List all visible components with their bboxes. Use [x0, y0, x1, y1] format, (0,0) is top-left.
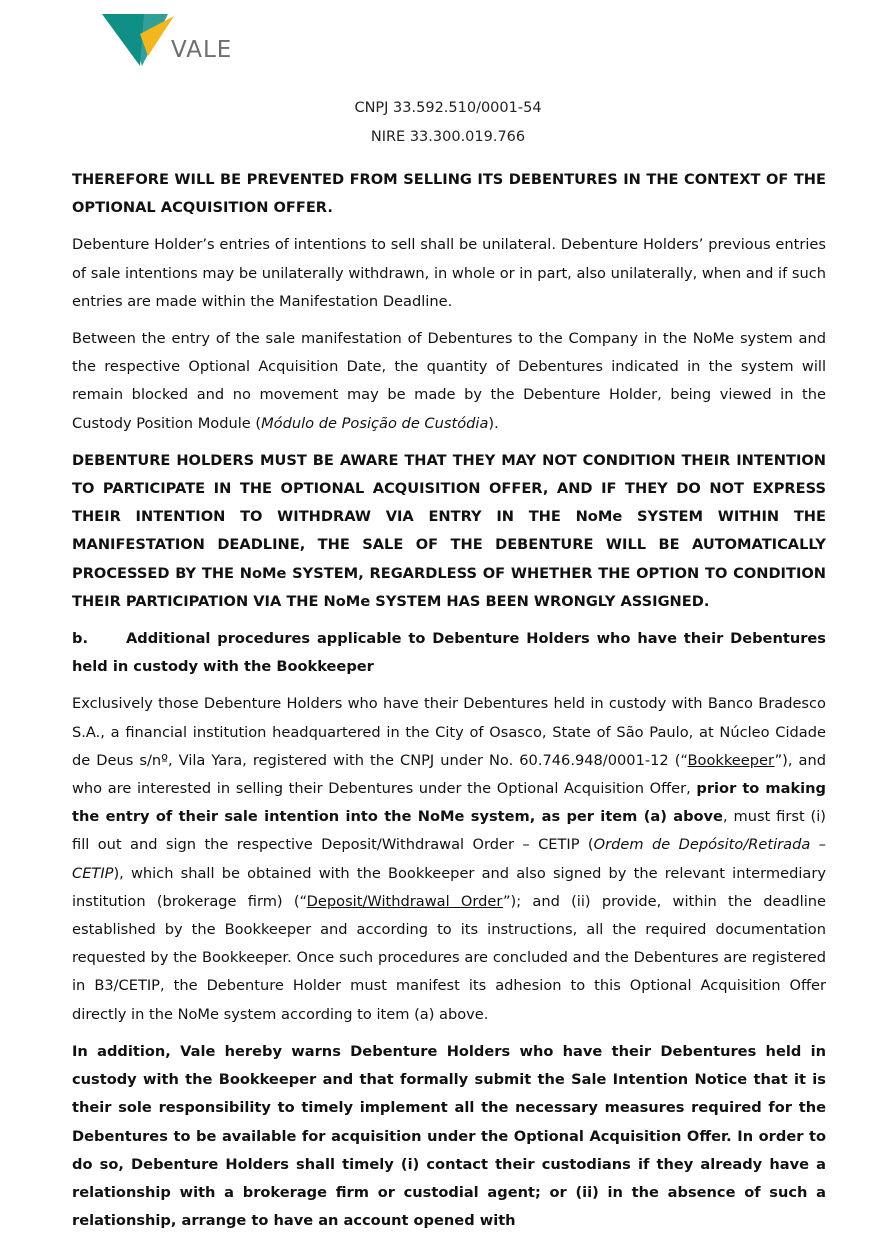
procedures-text-5: ”); and (ii) provide, within the deadline established by the Bookkeeper and according to its instructions, all the required documentation requested by the Bookkeeper. Once such procedures are concluded and the Debentures are registered in B3/CETIP, the Debenture Holder must manifest its adhesion to this Optional Acquisition Offer directly in the NoMe system according to item (a) above. [72, 892, 826, 1023]
document-body [72, 166, 826, 1244]
paragraph-vale-warning: In addition, Vale hereby warns Debenture Holders who have their Debentures held in custody with the Bookkeeper and that formally submit the Sale Intention Notice that it is their sole responsibility to timely implement all the necessary measures required for the Debentures to be available for acquisition under the Optional Acquisition Offer. In order to do so, Debenture Holders shall timely (i) contact their custodians if they already have a relationship with a brokerage firm or custodial agent; or (ii) in the absence of such a relationship, arrange to have an account opened with [72, 1042, 826, 1230]
procedures-text-2: ”), and who are interested in selling their Debentures under the Optional Acquisition Offer, [72, 751, 826, 798]
logo-wordmark: VALE [171, 37, 233, 63]
procedures-text-4: ), which shall be obtained with the Bookkeeper and also signed by the relevant intermediary institution (brokerage firm) (“ [72, 864, 826, 910]
bookkeeper-defined-term: Bookkeeper [687, 751, 775, 769]
nire-line: NIRE 33.300.019.766 [370, 129, 526, 145]
paragraph-unilateral-entries: Debenture Holder’s entries of intentions to sell shall be unilateral. Debenture Holders’ previous entries of sale intentions may be unilaterally withdrawn, in whole or in part, also unilaterally, when and if such entries are made within the Manifestation Deadline. [72, 236, 826, 310]
paragraph-blocked-quantity [72, 325, 826, 438]
paragraph-blocked-end: ). [488, 414, 499, 432]
procedures-text-1: Exclusively those Debenture Holders who have their Debentures held in custody with Banco Bradesco S.A., a financial institution headquartered in the City of Osasco, State of São Paulo, at Núcleo Cidade de Deus s/nº, Vila Yara, registered with the CNPJ under No. 60.746.948/0001-12 (“ [72, 695, 826, 769]
section-heading-b [72, 625, 826, 681]
custody-module-italic: Módulo de Posição de Custódia [261, 414, 489, 432]
vale-logo [102, 12, 252, 72]
paragraph-prevented-selling: THEREFORE WILL BE PREVENTED FROM SELLING ITS DEBENTURES IN THE CONTEXT OF THE OPTIONAL ACQUISITION OFFER. [72, 171, 826, 217]
procedures-text-3: , must first (i) fill out and sign the respective Deposit/Withdrawal Order – CETIP ( [72, 808, 826, 854]
section-title: Additional procedures applicable to Debenture Holders who have their Debentures held in custody with the Bookkeeper [72, 630, 826, 676]
paragraph-blocked-text: Between the entry of the sale manifestation of Debentures to the Company in the NoMe system and the respective Optional Acquisition Date, the quantity of Debentures indicated in the system will remain blocked and no movement may be made by the Debenture Holder, being viewed in the Custody Position Module ( [72, 330, 826, 432]
paragraph-bookkeeper-procedures [72, 690, 826, 1028]
vale-logo-icon [102, 12, 174, 68]
paragraph-warning-caps: DEBENTURE HOLDERS MUST BE AWARE THAT THEY MAY NOT CONDITION THEIR INTENTION TO PARTICIPATE IN THE OPTIONAL ACQUISITION OFFER, AND IF THEY DO NOT EXPRESS THEIR INTENTION TO WITHDRAW VIA ENTRY IN THE NoMe SYSTEM WITHIN THE MANIFESTATION DEADLINE, THE SALE OF THE DEBENTURE WILL BE AUTOMATICALLY PROCESSED BY THE NoMe SYSTEM, REGARDLESS OF WHETHER THE OPTION TO CONDITION THEIR PARTICIPATION VIA THE NoMe SYSTEM HAS BEEN WRONGLY ASSIGNED. [72, 451, 826, 610]
procedures-bold-text: prior to making the entry of their sale intention into the NoMe system, as per item (a) above [72, 780, 826, 826]
section-letter: b. [72, 630, 88, 648]
withdrawal-order-defined-term: Deposit/Withdrawal Order [306, 892, 503, 910]
cnpj-line: CNPJ 33.592.510/0001-54 [354, 100, 542, 116]
ordem-italic: Ordem de Depósito/Retirada – CETIP [72, 836, 826, 882]
